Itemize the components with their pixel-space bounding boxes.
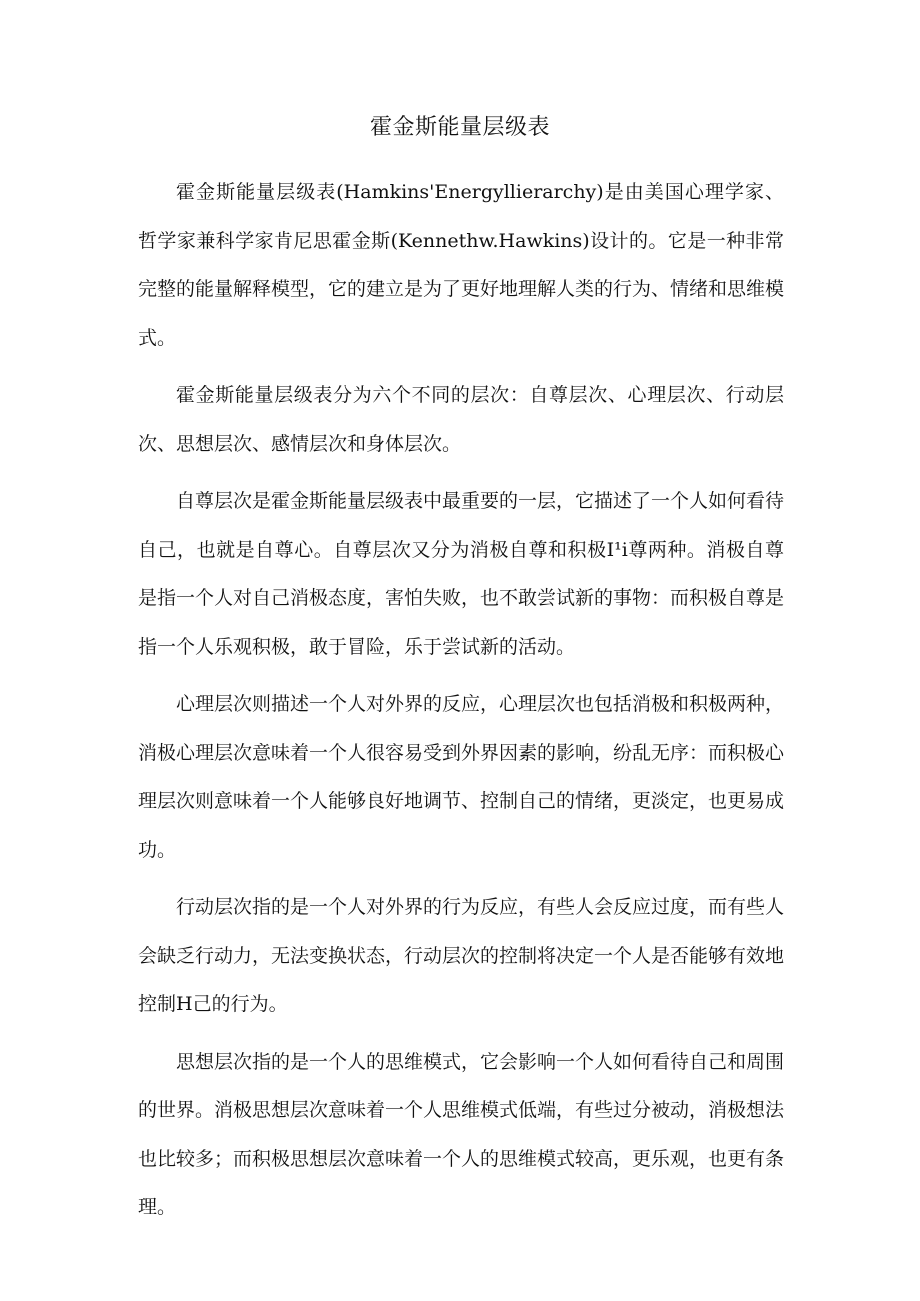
paragraph-action-level: 行动层次指的是一个人对外界的行为反应，有些人会反应过度，而有些人会缺乏行动力，无法变换状态，行动层次的控制将决定一个人是否能够有效地控制H己的行为。	[138, 896, 785, 1015]
paragraph-intro: 霍金斯能量层级表(Hamkins'Energyllierarchy)是由美国心理学家、哲学家兼科学家肯尼思霍金斯(Kennethw.Hawkins)设计的。它是一种非常完整的能量解释模型，它的建立是为了更好地理解人类的行为、情绪和思维模式。	[138, 181, 785, 349]
document-title: 霍金斯能量层级表	[369, 115, 550, 140]
paragraph-self-esteem-level: 自尊层次是霍金斯能量层级表中最重要的一层，它描述了一个人如何看待自己，也就是自尊心。自尊层次又分为消极自尊和积极I¹i尊两种。消极自尊是指一个人对自己消极态度，害怕失败，也不敢尝试新的事物：而积极自尊是指一个人乐观积极，敢于冒险，乐于尝试新的活动。	[138, 490, 785, 658]
paragraph-levels-overview: 霍金斯能量层级表分为六个不同的层次：自尊层次、心理层次、行动层次、思想层次、感情层次和身体层次。	[138, 384, 784, 455]
paragraph-thought-level: 思想层次指的是一个人的思维模式，它会影响一个人如何看待自己和周围的世界。消极思想层次意味着一个人思维模式低端，有些过分被动，消极想法也比较多；而积极思想层次意味着一个人的思维模式较高，更乐观，也更有条理。	[138, 1050, 785, 1218]
paragraph-psychological-level: 心理层次则描述一个人对外界的反应，心理层次也包括消极和积极两种，消极心理层次意味着一个人很容易受到外界因素的影响，纷乱无序：而积极心理层次则意味着一个人能够良好地调节、控制自己的情绪，更淡定，也更易成功。	[138, 693, 785, 861]
document-body	[138, 168, 784, 1241]
